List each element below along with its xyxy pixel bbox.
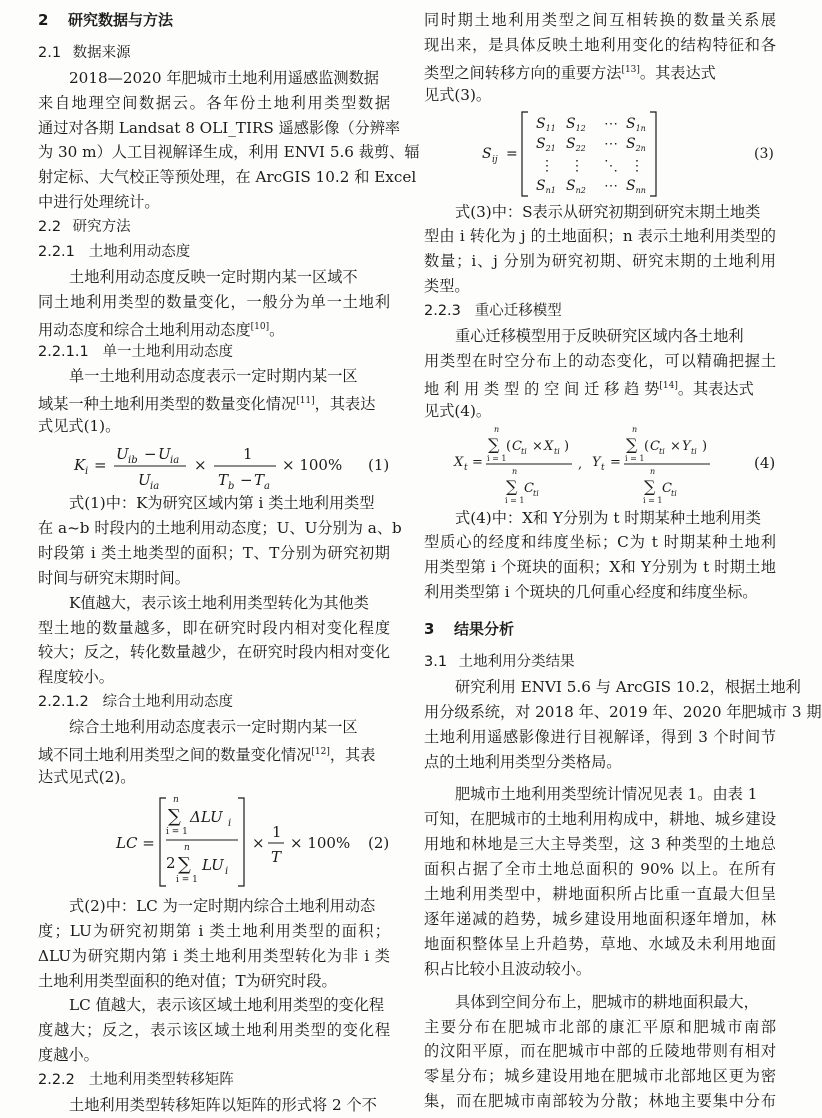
svg-text:∑: ∑ <box>488 434 500 454</box>
text-line: 型由 i 转化为 j 的土地面积；n 表示土地利用类型的 <box>424 227 776 246</box>
text-line: K值越大，表示该土地利用类型转化为其他类 <box>69 593 369 612</box>
eq-operator: × <box>532 438 543 454</box>
citation: [11] <box>296 396 315 407</box>
subsection-2-2-1-2-heading <box>38 690 390 715</box>
citation: [13] <box>621 64 640 75</box>
text-line: 中进行处理统计。 <box>38 193 160 212</box>
subsection-title: 研究方法 <box>72 219 131 236</box>
equation-1 <box>38 439 390 491</box>
text-line: 土地利用动态度反映一定时期内某一区域不 <box>69 267 358 286</box>
eq-operator: × <box>252 833 265 852</box>
eq-subscript: b <box>228 481 235 493</box>
svg-text:=: = <box>472 454 483 470</box>
text-line: 重心迁移模型用于反映研究区域内各土地利 <box>455 327 744 346</box>
subsection-title: 数据来源 <box>72 44 131 61</box>
eq-symbol: T <box>254 471 265 490</box>
eq-operator: = <box>506 145 518 162</box>
text-line: 地面积整体呈上升趋势，草地、水域及未利用地面 <box>424 934 776 953</box>
matrix-cell: $S_{11}$ <box>536 115 556 133</box>
eq-subscript: i = 1 <box>643 495 663 505</box>
eq-subscript: a <box>264 481 270 493</box>
text-line: 土地利用类型转移矩阵以矩阵的形式将 2 个不 <box>69 1095 377 1114</box>
dynamic-degree-paragraph <box>38 265 390 340</box>
eq-subscript: ia <box>150 481 160 493</box>
text-line: 具体到空间分布上，肥城市的耕地面积最大， <box>455 992 759 1011</box>
eq2-explanation <box>38 894 390 994</box>
text-line: 式(2)中：LC 为一定时期内综合土地利用动态 <box>69 896 376 915</box>
text-line: LC 值越大，表示该区域土地利用类型的变化程 <box>69 996 385 1015</box>
lc-paragraph <box>38 993 390 1068</box>
svg-text:∑: ∑ <box>626 434 638 454</box>
text-line: 同土地利用类型的数量变化，一般分为单一土地利 <box>38 292 390 311</box>
eq-subscript: i = 1 <box>625 453 645 463</box>
text-line: 型质心的经度和纬度坐标；C为 t 时期某种土地利 <box>424 533 776 552</box>
eq-symbol: Y <box>592 454 601 470</box>
text-line: 式(3)中：S表示从研究初期到研究末期土地类 <box>455 202 761 221</box>
text-line: 时段第 i 类土地类型的面积；T、T分别为研究初期 <box>38 543 390 562</box>
subsection-number: 2.2.1.2 <box>38 694 89 711</box>
subsection-title: 综合土地利用动态度 <box>102 694 234 711</box>
subsection-number: 2.2 <box>38 219 62 236</box>
text-line: 射定标、大气校正等预处理，在 ArcGIS 10.2 和 Excel <box>38 168 417 187</box>
text-line: 面积占据了全市土地总面积的 90% 以上。在所有 <box>424 860 776 879</box>
eq-symbol: X <box>544 438 554 454</box>
subsection-number: 2.1 <box>38 44 62 61</box>
eq-number: 2 <box>166 853 176 872</box>
ki-paragraph <box>38 591 390 691</box>
text-line: 度越小。 <box>38 1046 99 1065</box>
eq-subscript: ia <box>170 455 180 467</box>
eq-symbol: S <box>482 145 492 162</box>
eq-subscript: i = 1 <box>487 453 507 463</box>
equation-2 <box>38 790 390 894</box>
eq-subscript: ti <box>691 446 697 456</box>
eq-operator: × 100% <box>282 456 343 475</box>
statistics-paragraph <box>424 782 776 981</box>
eq-symbol: T <box>271 847 282 866</box>
text-line: 见式(4)。 <box>424 401 492 420</box>
eq-subscript: n <box>494 424 500 434</box>
eq-subscript: i <box>225 865 229 877</box>
composite-dynamic-paragraph <box>38 715 390 790</box>
text-line: 类型之间转移方向的重要方法[13]。其表达式 <box>424 63 716 82</box>
section-title: 结果分析 <box>454 620 515 639</box>
text-line: 土地利用类型面积的绝对值；T为研究时段。 <box>38 971 337 990</box>
eq-subscript: ti <box>659 446 665 456</box>
eq-symbol: LC = <box>116 833 155 852</box>
text-line: 用类型第 i 个斑块的面积；X和 Y分别为 t 时期土地 <box>424 558 776 577</box>
matrix-cell: $S_{n2}$ <box>566 177 586 195</box>
svg-text:,: , <box>578 456 583 472</box>
svg-text:∑: ∑ <box>506 476 518 496</box>
eq-subscript: ti <box>533 488 539 498</box>
subsection-number: 2.2.2 <box>38 1072 75 1089</box>
sigma: ∑ <box>178 853 191 875</box>
matrix-ellipsis: ⋱ <box>604 157 618 174</box>
eq-subscript: ib <box>128 455 138 467</box>
text-line: 2018—2020 年肥城市土地利用遥感监测数据 <box>69 68 379 87</box>
matrix-ellipsis: ⋯ <box>604 135 618 152</box>
transfer-matrix-paragraph <box>424 8 776 108</box>
subsection-2-2-heading <box>38 215 390 240</box>
text-line: 用地和林地是三大主导类型，这 3 种类型的土地总 <box>424 835 776 854</box>
text-line: 肥城市土地利用类型统计情况见表 1。由表 1 <box>455 785 758 804</box>
svg-text:−: − <box>240 471 253 490</box>
text-line: 可知，在肥城市的土地利用构成中，耕地、城乡建设 <box>424 810 776 829</box>
eq-operator: × <box>194 456 207 475</box>
matrix-cell: $S_{2n}$ <box>626 135 646 153</box>
eq-operator: × <box>670 438 681 454</box>
matrix-ellipsis: ⋮ <box>570 157 584 174</box>
subsection-title: 土地利用动态度 <box>88 244 191 261</box>
text-line: 式(4)中：X和 Y分别为 t 时期某种土地利用类 <box>455 508 761 527</box>
eq-symbol: C <box>512 438 522 454</box>
section-number: 3 <box>424 620 435 639</box>
eq-subscript: i <box>85 466 89 478</box>
eq-symbol: ΔLU <box>190 807 223 826</box>
left-column <box>38 8 420 1118</box>
eq3-explanation <box>424 200 776 300</box>
svg-text:(: ( <box>644 438 650 454</box>
subsection-2-2-3-heading <box>424 299 776 324</box>
section-3-heading <box>424 617 776 642</box>
eq-symbol: U <box>138 471 151 490</box>
text-line: 土地利用类型中，耕地面积所占比重一直最大但呈 <box>424 885 776 904</box>
text-line: 在 a~b 时段内的土地利用动态度；U、U分别为 a、b <box>38 519 402 538</box>
text-line: 较大；反之，转化数量越少，在研究时段内相对变化 <box>38 643 390 662</box>
subsection-number: 2.2.1 <box>38 244 75 261</box>
subsection-number: 2.2.1.1 <box>38 343 89 360</box>
text-line: 综合土地利用动态度表示一定时期内某一区 <box>69 718 358 737</box>
matrix-ellipsis: ⋯ <box>604 177 618 194</box>
text-line: 零星分布；城乡建设用地在肥城市北部地区更为密 <box>424 1067 776 1086</box>
text-line: 数量；i、j 分别为研究初期、研究末期的土地利用 <box>424 252 776 271</box>
eq-subscript: ti <box>521 446 527 456</box>
subsection-2-2-2-heading <box>38 1068 390 1093</box>
svg-text:∑: ∑ <box>644 476 656 496</box>
text-line: 集，而在肥城市南部较为分散；林地主要集中分布 <box>424 1092 776 1111</box>
eq-number: 1 <box>243 445 253 464</box>
matrix-cell: $S_{22}$ <box>566 135 586 153</box>
svg-text:): ) <box>564 438 570 454</box>
spatial-distribution-paragraph <box>424 990 776 1114</box>
eq-subscript: n <box>512 466 518 476</box>
eq-subscript: ti <box>554 446 560 456</box>
matrix-cell: $S_{nn}$ <box>626 177 646 195</box>
eq4-explanation <box>424 506 776 606</box>
matrix-ellipsis: ⋮ <box>630 157 644 174</box>
text-line: 程度较小。 <box>38 668 114 687</box>
section-title: 研究数据与方法 <box>68 11 174 29</box>
text-line: 现出来，是具体反映土地利用变化的结构特征和各 <box>424 35 776 54</box>
eq-symbol: C <box>662 480 672 496</box>
text-line: 式见式(1)。 <box>38 417 121 436</box>
matrix-cell: $S_{12}$ <box>566 115 586 133</box>
text-line: 域某一种土地利用类型的数量变化情况[11]，其表达 <box>38 395 376 414</box>
classification-paragraph <box>424 675 822 775</box>
equation-4 <box>424 424 776 506</box>
text-line: 域不同土地利用类型之间的数量变化情况[12]，其表 <box>38 746 376 765</box>
matrix-cell: $S_{n1}$ <box>536 177 556 195</box>
eq-subscript: t <box>601 462 605 473</box>
text-line: 单一土地利用动态度表示一定时期内某一区 <box>69 367 358 386</box>
subsection-title: 土地利用类型转移矩阵 <box>88 1072 234 1089</box>
equation-number: (4) <box>754 453 776 472</box>
eq-symbol: X <box>454 454 464 470</box>
eq-symbol: K <box>74 456 86 475</box>
equation-3 <box>424 108 776 200</box>
text-line: 度越大；反之，表示该区域土地利用类型的变化程 <box>38 1021 390 1040</box>
eq-symbol: Y <box>682 438 691 454</box>
eq-subscript: ij <box>492 154 498 165</box>
text-line: 积占比较小且波动较小。 <box>424 959 592 978</box>
eq-symbol: U <box>158 445 171 464</box>
text-line: 用动态度和综合土地利用动态度[10]。 <box>38 320 285 339</box>
svg-text:=: = <box>610 454 621 470</box>
citation: [12] <box>311 747 330 758</box>
eq-operator: × 100% <box>290 833 351 852</box>
text-line: 研究利用 ENVI 5.6 与 ArcGIS 10.2，根据土地利 <box>455 677 801 696</box>
eq-subscript: i = 1 <box>505 495 525 505</box>
text-line: 通过对各期 Landsat 8 OLI_TIRS 遥感影像（分辨率 <box>38 118 401 137</box>
text-line: 地 利 用 类 型 的 空 间 迁 移 趋 势[14]。其表达式 <box>424 379 754 398</box>
text-line: 时间与研究末期时间。 <box>38 568 190 587</box>
eq-symbol: T <box>218 471 229 490</box>
single-dynamic-paragraph <box>38 364 390 439</box>
text-line: 来自地理空间数据云。各年份土地利用类型数据 <box>38 93 390 112</box>
text-line: 见式(3)。 <box>424 85 492 104</box>
text-line: 式(1)中：K为研究区域内第 i 类土地利用类型 <box>69 494 375 513</box>
subsection-number: 3.1 <box>424 654 448 671</box>
citation: [10] <box>250 321 270 332</box>
citation: [14] <box>659 380 678 391</box>
eq-subscript: i = 1 <box>166 826 188 837</box>
svg-text:(: ( <box>506 438 512 454</box>
text-line: 同时期土地利用类型之间互相转换的数量关系展 <box>424 11 776 29</box>
text-line: 利用类型第 i 个斑块的几何重心经度和纬度坐标。 <box>424 583 758 602</box>
text-line: 点的土地利用类型分类格局。 <box>424 752 622 771</box>
equation-number: (3) <box>754 145 774 162</box>
eq-subscript: n <box>650 466 656 476</box>
eq-symbol: U <box>116 445 129 464</box>
matrix-ellipsis: ⋯ <box>604 115 618 132</box>
eq-number: 1 <box>272 822 282 841</box>
matrix-cells <box>536 116 646 195</box>
subsection-title: 土地利用分类结果 <box>458 654 575 671</box>
text-line: 的汶阳平原，而在肥城市中部的丘陵地带则有相对 <box>424 1042 776 1061</box>
subsection-2-2-1-1-heading <box>38 340 390 365</box>
text-line: 逐年递减的趋势，城乡建设用地面积逐年增加，林 <box>424 909 776 928</box>
svg-text:=: = <box>94 456 107 475</box>
right-column <box>424 8 822 1114</box>
subsection-title: 单一土地利用动态度 <box>102 343 234 360</box>
text-line: 主要分布在肥城市北部的康汇平原和肥城市南部 <box>424 1017 776 1036</box>
eq-operator: − <box>144 445 157 464</box>
subsection-number: 2.2.3 <box>424 303 461 320</box>
eq-subscript: n <box>173 794 179 805</box>
eq-subscript: n <box>184 842 190 853</box>
text-line: 用分级系统，对 2018 年、2019 年、2020 年肥城市 3 期 <box>424 702 822 721</box>
text-line: 为 30 m）人工目视解译生成，利用 ENVI 5.6 裁剪、辐 <box>38 143 420 162</box>
eq-subscript: n <box>632 424 638 434</box>
sigma: ∑ <box>168 805 181 827</box>
data-source-paragraph <box>38 66 420 215</box>
matrix-cell: $S_{1n}$ <box>626 115 646 133</box>
matrix-cell: $S_{21}$ <box>536 135 556 153</box>
subsection-2-1-heading <box>38 41 390 66</box>
eq-subscript: i = 1 <box>176 874 198 885</box>
section-number: 2 <box>38 11 49 29</box>
text-line: 达式见式(2)。 <box>38 767 136 786</box>
text-line: 类型。 <box>424 277 470 296</box>
equation-number: (1) <box>368 456 390 475</box>
subsection-3-1-heading <box>424 650 776 675</box>
gravity-paragraph <box>424 324 776 424</box>
section-2-heading <box>38 8 390 33</box>
eq-subscript: ti <box>671 488 677 498</box>
text-line: 用类型在时空分布上的动态变化，可以精确把握土 <box>424 351 776 370</box>
eq-symbol: C <box>524 480 534 496</box>
eq-subscript: i <box>228 817 232 829</box>
eq-symbol: LU <box>202 855 224 874</box>
text-line: 型土地的数量越多，即在研究时段内相对变化程度 <box>38 618 390 637</box>
equation-number: (2) <box>368 833 390 852</box>
matrix-ellipsis: ⋮ <box>540 157 554 174</box>
svg-text:): ) <box>702 438 708 454</box>
text-line: ΔLU为研究期内第 i 类土地利用类型转化为非 i 类 <box>38 946 390 965</box>
subsection-2-2-1-heading <box>38 240 390 265</box>
eq-subscript: t <box>464 462 468 473</box>
eq1-explanation <box>38 491 402 591</box>
text-line: 土地利用遥感影像进行目视解译，得到 3 个时间节 <box>424 727 776 746</box>
eq-symbol: C <box>650 438 660 454</box>
subsection-title: 重心迁移模型 <box>474 303 562 320</box>
text-line: 度；LU为研究初期第 i 类土地利用类型的面积； <box>38 921 390 940</box>
